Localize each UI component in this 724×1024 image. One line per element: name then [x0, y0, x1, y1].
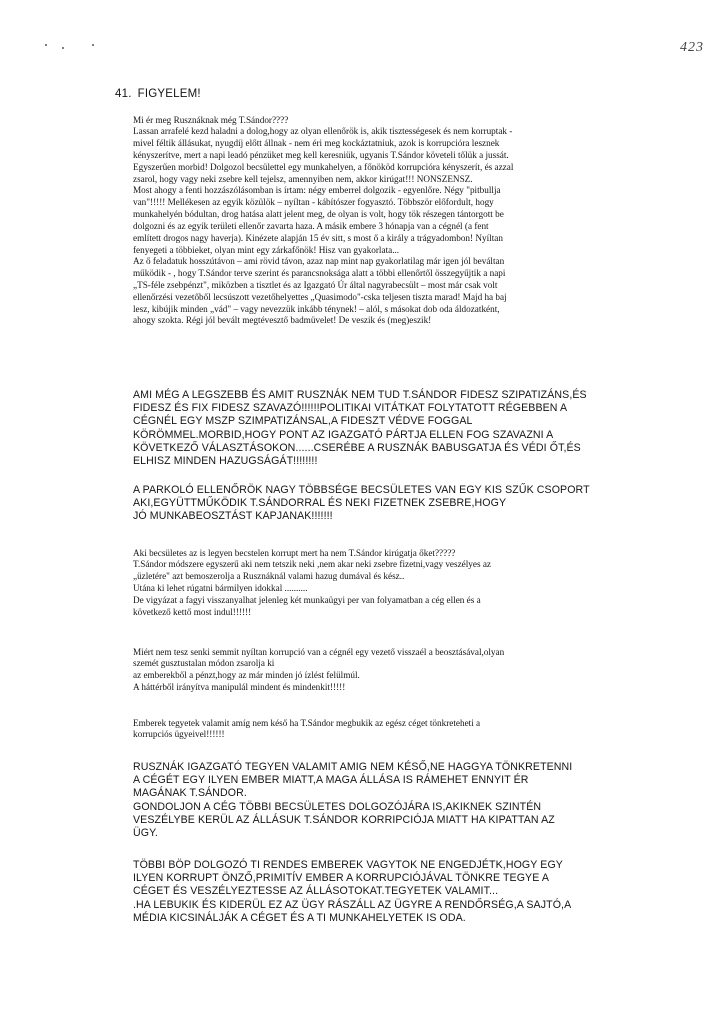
text-line: ILYEN KORRUPT ÖNZŐ,PRIMITÍV EMBER A KORRUPCIÓJÁVAL TÖNKRE TEGYE A: [133, 872, 550, 885]
paragraph-parking-caps: [133, 484, 653, 524]
text-line: Miért nem tesz senki semmit nyíltan korrupció van a cégnél egy vezető visszaél a beosztásával,olyan: [133, 646, 505, 657]
text-line: Utána ki lehet rúgatni bármilyen idokkal ..........: [133, 583, 308, 594]
paragraph-coworkers-caps: [133, 859, 653, 925]
text-line: korrupciós ügyeivel!!!!!!: [133, 729, 225, 740]
text-line: lesz, kibújik minden „vád" – vagy nevezzük inkább ténynek! – alól, s másokat dob oda áldozatként,: [133, 303, 500, 314]
text-line: GONDOLJON A CÉG TÖBBI BECSÜLETES DOLGOZÓJÁRA IS,AKIKNEK SZINTÉN: [133, 800, 542, 813]
paragraph-director-caps: [133, 761, 653, 840]
text-line: AMI MÉG A LEGSZEBB ÉS AMIT RUSZNÁK NEM TUD T.SÁNDOR FIDESZ SZIPATIZÁNS,ÉS: [133, 389, 587, 401]
text-line: Emberek tegyetek valamit amíg nem késő ha T.Sándor megbukik az egész céget tönkreteheti a: [133, 717, 481, 728]
section-heading: [115, 88, 201, 100]
text-line: az emberekből a pénzt,hogy az már minden jó ízlést felülmúl.: [133, 670, 360, 681]
scan-speck: [92, 44, 94, 46]
text-line: fenyegeti a többieket, olyan mint egy zárkafőnök! Hisz van gyakorlata...: [133, 244, 400, 255]
heading-number: 41.: [115, 88, 132, 100]
text-line: működik - , hogy T.Sándor terve szerint és parancsnoksága alatt a többi ellenőrtől összegyűjtik a napi: [133, 268, 506, 279]
text-line: De vigyázat a fagyi visszanyalhat jelenleg két munkaügyi per van folyamatban a cég ellen és a: [133, 594, 481, 605]
paragraph-fidesz-caps: [133, 389, 653, 468]
text-line: említett drogos nagy haverja). Kinézete alapján 15 év sitt, s most ő a király a trágyadombon! Nyíltan: [133, 232, 503, 243]
scan-speck: [45, 44, 47, 46]
text-line: ELHISZ MINDEN HAZUGSÁGÁT!!!!!!!!: [133, 455, 318, 468]
text-line: van"!!!!! Mellékesen az egyik közülök – nyíltan - kábítószer fogyasztó. Többször előfordult, hogy: [133, 197, 494, 208]
text-line: .HA LEBUKIK ÉS KIDERÜL EZ AZ ÜGY RÁSZÁLL AZ ÜGYRE A RENDŐRSÉG,A SAJTÓ,A: [133, 898, 572, 911]
text-line: T.Sándor módszere egyszerű aki nem tetszik neki ,nem akar neki zsebre fizetni,vagy veszélyes az: [133, 559, 491, 570]
paragraph-why: [133, 646, 653, 693]
text-line: „TS-féle zsebpénzt", miközben a tisztlet és az Igazgató Úr által nagyrabecsült – most már csak volt: [133, 279, 498, 290]
text-line: Mi ér meg Rusznáknak még T.Sándor????: [133, 114, 289, 125]
text-line: A CÉGÉT EGY ILYEN EMBER MIATT,A MAGA ÁLLÁSA IS RÁMEHET ENNYIT ÉR: [133, 774, 529, 787]
text-line: ahogy szokta. Régi jól bevált megtévesztő badmüvelet! De veszik és (meg)eszik!: [133, 315, 432, 326]
text-line: dolgozni és az egyik területi ellenőr zavarta haza. A másik embere 3 hónapja van a cégnél (a fent: [133, 220, 489, 231]
text-line: RUSZNÁK IGAZGATÓ TEGYEN VALAMIT AMIG NEM KÉSŐ,NE HAGGYA TÖNKRETENNI: [133, 761, 573, 773]
text-line: A háttérből irányítva manipulál mindent és mindenkit!!!!!: [133, 682, 346, 693]
text-line: A PARKOLÓ ELLENŐRÖK NAGY TÖBBSÉGE BECSÜLETES VAN EGY KIS SZŰK CSOPORT: [133, 484, 590, 496]
paragraph-intro: [133, 114, 653, 327]
text-line: Most ahogy a fenti hozzászólásomban is írtam: négy emberrel dolgozik - egyenlőre. Négy "pitbullja: [133, 185, 501, 196]
text-line: szemét gusztustalan módon zsarolja ki: [133, 658, 275, 669]
text-line: kényszerítve, mert a napi leadó pénzüket meg kell keresniük, ugyanis T.Sándor követeli tőlük a jussát.: [133, 150, 509, 161]
handwritten-page-number: 423: [680, 40, 704, 55]
text-line: Aki becsületes az is legyen becstelen korrupt mert ha nem T.Sándor kirúgatja őket?????: [133, 547, 456, 558]
text-line: VESZÉLYBE KERÜL AZ ÁLLÁSUK T.SÁNDOR KORRIPCIÓJA MIATT HA KIPATTAN AZ: [133, 813, 555, 826]
text-line: KÖRÖMMEL.MORBID,HOGY PONT AZ IGAZGATÓ PÁRTJA ELLEN FOG SZAVAZNI A: [133, 428, 554, 441]
text-line: CÉGNÉL EGY MSZP SZIMPATIZÁNSAL,A FIDESZT VÉDVE FOGGAL: [133, 415, 473, 428]
text-line: AKI,EGYÜTTMŰKÖDIK T.SÁNDORRAL ÉS NEKI FIZETNEK ZSEBRE,HOGY: [133, 497, 507, 510]
text-line: ellenőrzési vezetőből lecsúszott vezetőhelyettes „Quasimodo"-cska teljesen tiszta marad! Majd ha baj: [133, 291, 507, 302]
text-line: ÜGY.: [133, 827, 158, 840]
text-line: következő kettő most indul!!!!!!: [133, 606, 252, 617]
text-line: Az ő feladatuk hosszútávon – ami rövid távon, azaz nap mint nap gyakorlatilag már igen jól beváltan: [133, 256, 505, 267]
text-line: mivel féltik állásukat, nyugdíj előtt állnak - nem éri meg kockáztatniuk, azok is korrupcióra lesznek: [133, 138, 500, 149]
text-line: KÖVETKEZŐ VÁLASZTÁSOKON......CSERÉBE A RUSZNÁK BABUSGATJA ÉS VÉDI ŐT,ÉS: [133, 441, 581, 454]
text-line: zsarol, hogy vagy neki zsebre kell tejelsz, amennyiben nem, akkor kirúgat!!! NONSZENSZ.: [133, 173, 473, 184]
text-line: MÉDIA KICSINÁLJÁK A CÉGET ÉS A TI MUNKAHELYETEK IS ODA.: [133, 911, 466, 924]
text-line: „üzletére" azt bemoszerolja a Rusznáknál valami hazug dumával és kész..: [133, 571, 405, 582]
text-line: TÖBBI BÖP DOLGOZÓ TI RENDES EMBEREK VAGYTOK NE ENGEDJÉTK,HOGY EGY: [133, 859, 563, 871]
text-line: Egyszerűen morbid! Dolgozol becsülettel egy munkahelyen, a főnököd korrupcióra kényszerít, és azzal: [133, 161, 514, 172]
scan-speck: [62, 47, 64, 49]
paragraph-call: [133, 717, 653, 741]
heading-title: FIGYELEM!: [137, 88, 201, 100]
text-line: JÓ MUNKABEOSZTÁST KAPJANAK!!!!!!!: [133, 510, 333, 523]
text-line: Lassan arrafelé kezd haladni a dolog,hogy az olyan ellenőrök is, akik tisztességesek és nem korruptak -: [133, 126, 513, 137]
text-line: MAGÁNAK T.SÁNDOR.: [133, 787, 247, 800]
text-line: CÉGET ÉS VESZÉLYEZTESSE AZ ÁLLÁSOTOKAT.TEGYETEK VALAMIT...: [133, 885, 499, 898]
paragraph-method: [133, 547, 653, 618]
text-line: munkahelyén bódultan, drog hatása alatt jelent meg, de olyan is volt, hogy tök részegen tántorgott be: [133, 209, 504, 220]
text-line: FIDESZ ÉS FIX FIDESZ SZAVAZÓ!!!!!!POLITIKAI VITÁTKAT FOLYTATOTT RÉGEBBEN A: [133, 402, 568, 415]
